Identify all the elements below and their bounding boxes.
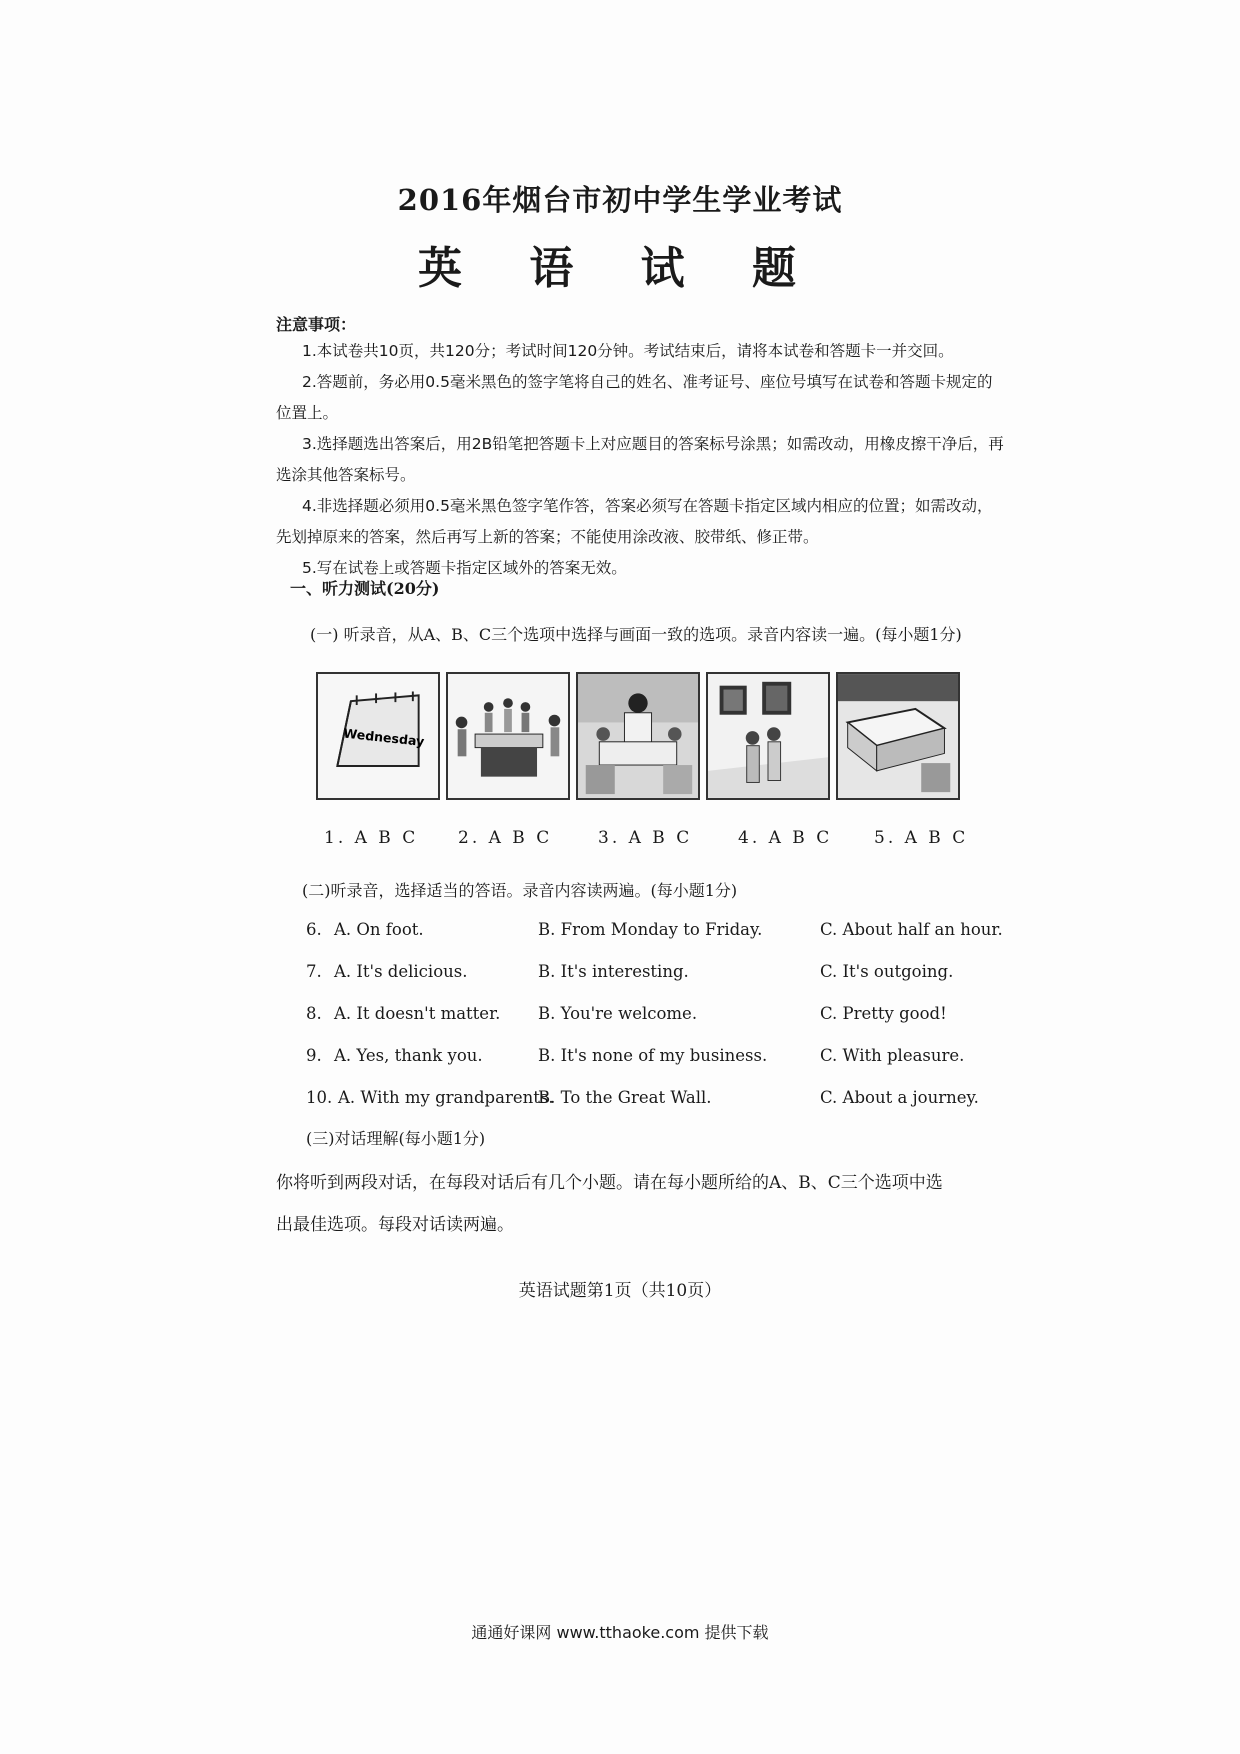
picture-choice: 5. A B C xyxy=(874,828,969,848)
part3-text-line: 你将听到两段对话，在每段对话后有几个小题。请在每小题所给的A、B、C三个选项中选 xyxy=(276,1173,943,1193)
section-listening-title: 一、听力测试(20分) xyxy=(290,579,440,598)
part2-instruction: (二)听录音，选择适当的答语。录音内容读两遍。(每小题1分) xyxy=(302,881,738,900)
picture-bathroom xyxy=(836,672,960,800)
question-number: 7. xyxy=(306,962,322,981)
part3-description xyxy=(276,1162,1006,1246)
option-a: A. It doesn't matter. xyxy=(334,1004,501,1023)
picture-choice: 2. A B C xyxy=(458,828,553,848)
question-number: 8. xyxy=(306,1004,322,1023)
notice-item: 3.选择题选出答案后，用2B铅笔把答题卡上对应题目的答案标号涂黑；如需改动，用橡皮擦干净后，再选涂其他答案标号。 xyxy=(276,435,1004,484)
option-b: B. It's none of my business. xyxy=(538,1046,768,1065)
picture-choice: 4. A B C xyxy=(738,828,833,848)
picture-classroom xyxy=(446,672,570,800)
calendar-drawing xyxy=(318,674,438,798)
classroom-drawing xyxy=(448,674,568,798)
exam-title: 2016年烟台市初中学生学业考试 xyxy=(397,183,843,217)
option-b: B. It's interesting. xyxy=(538,962,689,981)
question-number: 6. xyxy=(306,920,322,939)
picture-doctor xyxy=(576,672,700,800)
option-c: C. With pleasure. xyxy=(820,1046,965,1065)
option-c: C. About a journey. xyxy=(820,1088,979,1107)
option-b: B. From Monday to Friday. xyxy=(538,920,763,939)
notice-item: 2.答题前，务必用0.5毫米黑色的签字笔将自己的姓名、准考证号、座位号填写在试卷和答题卡规定的位置上。 xyxy=(276,373,993,422)
question-number: 9. xyxy=(306,1046,322,1065)
option-b: B. You're welcome. xyxy=(538,1004,698,1023)
notice-item: 5.写在试卷上或答题卡指定区域外的答案无效。 xyxy=(302,559,627,577)
notice-heading: 注意事项： xyxy=(276,315,357,334)
doctor-drawing xyxy=(578,674,698,798)
option-a: A. On foot. xyxy=(334,920,424,939)
picture-museum xyxy=(706,672,830,800)
page-number: 英语试题第1页（共10页） xyxy=(518,1281,722,1301)
part1-instruction: (一) 听录音，从A、B、C三个选项中选择与画面一致的选项。录音内容读一遍。(每小题1分) xyxy=(310,625,962,644)
notice-item: 1.本试卷共10页，共120分；考试时间120分钟。考试结束后，请将本试卷和答题卡一并交回。 xyxy=(302,342,954,360)
option-c: C. About half an hour. xyxy=(820,920,1003,939)
part3-instruction: (三)对话理解(每小题1分) xyxy=(306,1129,486,1148)
picture-calendar xyxy=(316,672,440,800)
bathroom-drawing xyxy=(838,674,958,798)
picture-row xyxy=(316,672,960,800)
question-number: 10. xyxy=(306,1088,333,1107)
subject-title: 英 语 试 题 xyxy=(418,243,822,294)
picture-choice: 1. A B C xyxy=(324,828,419,848)
calendar-text: Wednesday xyxy=(342,725,426,750)
notice-list xyxy=(276,336,1006,584)
option-c: C. It's outgoing. xyxy=(820,962,954,981)
footer-credit: 通通好课网 www.tthaoke.com 提供下载 xyxy=(471,1623,769,1642)
museum-drawing xyxy=(708,674,828,798)
option-a: A. With my grandparents. xyxy=(338,1088,554,1107)
option-a: A. It's delicious. xyxy=(334,962,468,981)
picture-choice: 3. A B C xyxy=(598,828,693,848)
part3-text-line: 出最佳选项。每段对话读两遍。 xyxy=(276,1215,514,1235)
notice-item: 4.非选择题必须用0.5毫米黑色签字笔作答，答案必须写在答题卡指定区域内相应的位置；如需改动，先划掉原来的答案，然后再写上新的答案；不能使用涂改液、胶带纸、修正带。 xyxy=(276,497,993,546)
option-c: C. Pretty good! xyxy=(820,1004,947,1023)
option-a: A. Yes, thank you. xyxy=(334,1046,483,1065)
option-b: B. To the Great Wall. xyxy=(538,1088,712,1107)
